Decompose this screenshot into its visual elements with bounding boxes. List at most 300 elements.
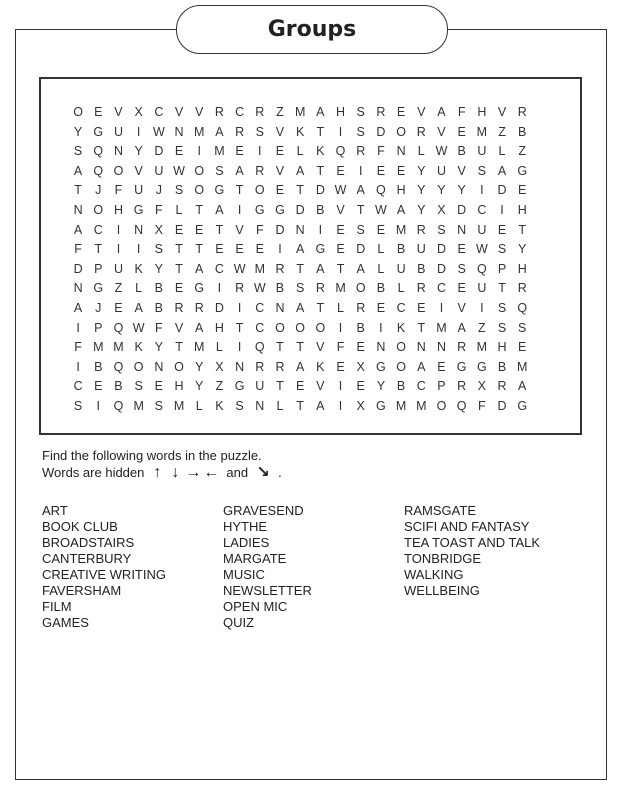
- grid-letter: C: [255, 300, 265, 315]
- grid-letter: B: [154, 281, 164, 296]
- grid-letter: P: [94, 261, 103, 276]
- grid-letter: S: [215, 163, 224, 178]
- grid-letter: C: [154, 105, 164, 119]
- grid-letter: V: [417, 105, 426, 119]
- word-list-item: GAMES: [42, 615, 89, 630]
- grid-letter: W: [233, 261, 246, 276]
- grid-letter: L: [377, 261, 385, 276]
- grid-letter: G: [214, 183, 225, 198]
- grid-letter: N: [295, 222, 305, 237]
- grid-row: [68, 358, 532, 378]
- grid-letter: Q: [335, 144, 346, 159]
- instructions-line-2: [42, 464, 282, 481]
- grid-letter: E: [437, 359, 446, 374]
- grid-letter: K: [316, 359, 325, 374]
- grid-letter: E: [235, 242, 244, 257]
- instructions-prefix: Words are hidden: [42, 465, 145, 480]
- grid-letter: I: [480, 183, 484, 198]
- grid-letter: E: [275, 183, 285, 198]
- grid-letter: A: [195, 261, 204, 276]
- grid-letter: R: [517, 281, 527, 296]
- grid-letter: T: [276, 340, 284, 355]
- grid-letter: M: [436, 320, 447, 335]
- grid-row: [68, 240, 532, 260]
- grid-letter: F: [377, 144, 385, 159]
- grid-letter: D: [315, 183, 325, 198]
- grid-letter: N: [376, 340, 386, 355]
- grid-letter: V: [134, 163, 143, 178]
- grid-letter: S: [235, 398, 244, 413]
- grid-letter: T: [215, 222, 224, 237]
- grid-letter: T: [498, 281, 506, 296]
- grid-letter: H: [477, 105, 487, 119]
- grid-letter: H: [396, 183, 406, 198]
- grid-letter: M: [214, 144, 225, 159]
- grid-letter: R: [416, 124, 426, 139]
- grid-row: [68, 123, 532, 143]
- grid-letter: H: [517, 202, 527, 217]
- arrow-down-icon: ↓: [171, 463, 180, 481]
- grid-letter: A: [396, 202, 406, 217]
- grid-letter: J: [95, 183, 102, 198]
- grid-letter: O: [133, 359, 144, 374]
- grid-letter: N: [73, 202, 83, 217]
- grid-letter: E: [396, 163, 406, 178]
- grid-letter: B: [275, 281, 285, 296]
- grid-letter: R: [255, 359, 265, 374]
- arrow-left-icon: ←: [203, 463, 220, 481]
- grid-letter: E: [275, 144, 285, 159]
- grid-letter: D: [436, 242, 446, 257]
- grid-letter: H: [336, 105, 346, 119]
- grid-letter: E: [417, 300, 426, 315]
- grid-letter: R: [255, 105, 265, 119]
- grid-letter: A: [356, 261, 365, 276]
- grid-letter: Q: [113, 320, 124, 335]
- grid-letter: T: [316, 300, 325, 315]
- grid-letter: U: [477, 281, 487, 296]
- grid-letter: U: [416, 242, 426, 257]
- grid-letter: X: [477, 379, 487, 394]
- instructions: [42, 447, 282, 481]
- word-list-item: HYTHE: [223, 519, 268, 534]
- grid-letter: S: [73, 144, 83, 159]
- grid-letter: I: [480, 300, 484, 315]
- grid-letter: O: [93, 202, 104, 217]
- grid-letter: A: [73, 222, 83, 237]
- grid-letter: T: [356, 202, 365, 217]
- grid-letter: V: [457, 300, 466, 315]
- grid-letter: I: [116, 222, 121, 237]
- grid-letter: C: [73, 379, 83, 394]
- grid-letter: E: [174, 222, 184, 237]
- grid-letter: L: [215, 340, 223, 355]
- grid-letter: L: [377, 242, 385, 257]
- instructions-end: .: [278, 465, 282, 480]
- grid-letter: V: [457, 163, 466, 178]
- grid-letter: Z: [276, 105, 284, 119]
- grid-letter: A: [134, 300, 143, 315]
- grid-letter: A: [437, 105, 446, 119]
- grid-letter: F: [478, 398, 486, 413]
- grid-letter: B: [154, 300, 164, 315]
- grid-letter: R: [214, 105, 224, 119]
- grid-letter: G: [93, 124, 104, 139]
- grid-letter: G: [93, 281, 104, 296]
- grid-letter: U: [154, 163, 164, 178]
- grid-letter: B: [316, 202, 325, 217]
- word-list-item: FILM: [42, 599, 72, 614]
- word-list-item: WALKING: [404, 567, 464, 582]
- grid-letter: G: [376, 398, 386, 413]
- grid-letter: T: [518, 222, 527, 237]
- grid-letter: W: [173, 163, 185, 178]
- grid-letter: T: [276, 379, 284, 394]
- grid-letter: I: [136, 124, 141, 139]
- puzzle-grid-box: [39, 77, 582, 435]
- grid-letter: Y: [154, 340, 164, 355]
- grid-letter: S: [154, 398, 164, 413]
- grid-letter: X: [215, 359, 224, 374]
- grid-letter: Y: [376, 379, 386, 394]
- grid-letter: R: [356, 300, 366, 315]
- grid-letter: Y: [195, 359, 204, 374]
- grid-letter: N: [457, 222, 467, 237]
- grid-letter: K: [396, 320, 406, 335]
- grid-letter: D: [73, 261, 83, 276]
- grid-letter: E: [174, 281, 184, 296]
- grid-letter: E: [174, 144, 184, 159]
- grid-letter: E: [336, 222, 345, 237]
- grid-letter: N: [235, 359, 245, 374]
- grid-letter: T: [94, 242, 103, 257]
- grid-letter: K: [316, 144, 325, 159]
- title-tab: [176, 5, 448, 54]
- grid-letter: S: [497, 242, 507, 257]
- word-list-item: QUIZ: [223, 615, 255, 630]
- grid-letter: L: [175, 202, 183, 217]
- grid-letter: M: [517, 359, 528, 374]
- grid-letter: A: [73, 163, 83, 178]
- grid-letter: I: [278, 242, 282, 257]
- grid-letter: R: [315, 281, 325, 296]
- grid-letter: E: [336, 163, 345, 178]
- grid-letter: U: [396, 261, 406, 276]
- grid-letter: I: [217, 281, 222, 296]
- grid-letter: W: [435, 144, 448, 159]
- grid-letter: P: [497, 261, 507, 276]
- grid-letter: I: [197, 144, 201, 159]
- grid-letter: H: [517, 261, 527, 276]
- word-list-item: LADIES: [223, 535, 270, 550]
- grid-letter: U: [134, 183, 144, 198]
- word-list-column-3: [404, 503, 540, 599]
- grid-letter: Q: [93, 163, 104, 178]
- grid-letter: Y: [417, 202, 426, 217]
- grid-letter: V: [235, 222, 244, 237]
- grid-letter: U: [477, 144, 487, 159]
- grid-letter: C: [255, 320, 265, 335]
- grid-letter: E: [376, 163, 386, 178]
- grid-letter: N: [113, 144, 123, 159]
- grid-row: [68, 201, 532, 221]
- grid-row: [68, 142, 532, 162]
- grid-letter: L: [417, 144, 425, 159]
- grid-letter: X: [154, 222, 164, 237]
- grid-letter: E: [295, 379, 305, 394]
- grid-letter: E: [336, 359, 345, 374]
- grid-letter: Y: [417, 163, 426, 178]
- grid-letter: F: [457, 105, 466, 119]
- word-list-item: CREATIVE WRITING: [42, 567, 166, 582]
- grid-letter: O: [436, 398, 447, 413]
- grid-letter: E: [356, 379, 365, 394]
- grid-letter: D: [214, 300, 224, 315]
- grid-letter: V: [437, 124, 446, 139]
- grid-letter: L: [195, 398, 203, 413]
- grid-letter: M: [294, 105, 306, 119]
- grid-letter: T: [195, 242, 204, 257]
- grid-letter: R: [416, 281, 426, 296]
- grid-letter: R: [235, 281, 245, 296]
- grid-letter: E: [457, 281, 466, 296]
- grid-letter: N: [154, 359, 164, 374]
- grid-letter: N: [275, 300, 285, 315]
- grid-row: [68, 319, 532, 339]
- grid-letter: A: [215, 202, 224, 217]
- word-list-item: FAVERSHAM: [42, 583, 122, 598]
- word-list-item: MARGATE: [223, 551, 287, 566]
- grid-letter: T: [74, 183, 82, 198]
- grid-letter: T: [296, 183, 304, 198]
- grid-letter: T: [195, 202, 204, 217]
- grid-letter: E: [376, 222, 386, 237]
- grid-letter: F: [74, 340, 82, 355]
- grid-letter: I: [237, 300, 242, 315]
- grid-letter: S: [134, 379, 143, 394]
- page-title: Groups: [267, 17, 357, 42]
- grid-letter: M: [194, 340, 205, 355]
- grid-letter: I: [136, 242, 141, 257]
- grid-letter: X: [437, 202, 446, 217]
- grid-letter: V: [336, 202, 345, 217]
- grid-letter: W: [152, 124, 165, 139]
- grid-letter: L: [498, 144, 506, 159]
- word-list-column-1: [42, 503, 166, 631]
- grid-letter: K: [215, 398, 224, 413]
- grid-letter: N: [134, 222, 144, 237]
- grid-letter: A: [295, 163, 305, 178]
- grid-letter: S: [356, 124, 365, 139]
- grid-letter: A: [73, 300, 83, 315]
- word-list-item: GRAVESEND: [223, 503, 304, 518]
- grid-letter: C: [214, 261, 224, 276]
- grid-letter: O: [295, 320, 306, 335]
- grid-letter: O: [194, 183, 205, 198]
- grid-letter: E: [518, 340, 527, 355]
- grid-letter: M: [476, 124, 488, 139]
- grid-letter: Y: [437, 183, 446, 198]
- grid-letter: T: [175, 340, 183, 355]
- grid-letter: S: [477, 163, 487, 178]
- grid-letter: A: [356, 183, 365, 198]
- grid-letter: D: [356, 242, 366, 257]
- grid-letter: C: [235, 105, 245, 119]
- grid-letter: B: [417, 261, 426, 276]
- grid-letter: V: [275, 124, 285, 139]
- grid-letter: M: [395, 398, 407, 413]
- grid-letter: B: [457, 144, 466, 159]
- word-list-item: BOOK CLUB: [42, 519, 118, 534]
- grid-letter: D: [457, 202, 467, 217]
- grid-letter: U: [113, 261, 123, 276]
- grid-letter: L: [276, 398, 284, 413]
- arrow-right-icon: →: [185, 463, 202, 481]
- grid-letter: A: [316, 261, 325, 276]
- grid-letter: T: [235, 183, 244, 198]
- grid-letter: D: [275, 222, 285, 237]
- grid-letter: G: [234, 379, 245, 394]
- grid-letter: N: [73, 281, 83, 296]
- grid-letter: E: [376, 300, 386, 315]
- grid-letter: D: [154, 144, 164, 159]
- grid-letter: I: [318, 222, 323, 237]
- grid-letter: S: [356, 222, 365, 237]
- word-list-item: NEWSLETTER: [223, 583, 312, 598]
- grid-letter: Y: [417, 183, 426, 198]
- grid-letter: I: [500, 202, 504, 217]
- grid-letter: A: [195, 320, 204, 335]
- grid-letter: C: [436, 281, 446, 296]
- grid-letter: G: [194, 281, 205, 296]
- grid-letter: W: [375, 202, 387, 217]
- word-list-item: RAMSGATE: [404, 503, 476, 518]
- grid-letter: N: [174, 124, 184, 139]
- grid-letter: T: [296, 340, 304, 355]
- grid-letter: O: [396, 124, 406, 139]
- grid-row: [68, 260, 532, 280]
- grid-letter: S: [73, 398, 83, 413]
- grid-letter: A: [215, 124, 224, 139]
- word-list-item: TONBRIDGE: [404, 551, 482, 566]
- grid-letter: Y: [73, 124, 83, 139]
- grid-letter: V: [174, 320, 184, 335]
- grid-row: [68, 338, 532, 358]
- grid-letter: I: [76, 359, 80, 374]
- grid-letter: T: [175, 242, 183, 257]
- grid-letter: O: [396, 340, 406, 355]
- grid-letter: E: [215, 242, 224, 257]
- grid-letter: E: [396, 105, 406, 119]
- grid-letter: M: [93, 340, 104, 355]
- grid-letter: F: [255, 222, 264, 237]
- grid-letter: O: [113, 163, 124, 178]
- grid-letter: I: [258, 144, 262, 159]
- grid-letter: B: [94, 359, 103, 374]
- grid-letter: V: [275, 163, 285, 178]
- and-text: and: [226, 465, 249, 480]
- grid-letter: E: [497, 222, 507, 237]
- grid-letter: W: [475, 242, 488, 257]
- grid-letter: S: [255, 124, 264, 139]
- grid-letter: S: [356, 105, 365, 119]
- arrow-down-right-icon: ↘: [256, 463, 270, 481]
- grid-letter: D: [497, 398, 507, 413]
- word-list-item: WELLBEING: [404, 583, 480, 598]
- grid-letter: F: [336, 340, 345, 355]
- grid-letter: S: [154, 242, 164, 257]
- grid-letter: G: [254, 202, 265, 217]
- grid-letter: B: [356, 320, 365, 335]
- grid-letter: A: [457, 320, 466, 335]
- grid-row: [68, 103, 532, 123]
- grid-letter: E: [195, 222, 204, 237]
- letter-grid: [68, 103, 532, 417]
- grid-letter: E: [154, 379, 164, 394]
- grid-letter: I: [338, 379, 343, 394]
- grid-letter: A: [295, 359, 305, 374]
- grid-letter: U: [477, 222, 487, 237]
- grid-letter: T: [175, 261, 183, 276]
- grid-letter: N: [396, 144, 406, 159]
- grid-letter: R: [376, 105, 386, 119]
- grid-letter: E: [518, 183, 527, 198]
- grid-letter: I: [338, 124, 343, 139]
- grid-row: [68, 162, 532, 182]
- grid-letter: Y: [154, 261, 164, 276]
- word-list-column-2: [223, 503, 312, 631]
- grid-letter: M: [173, 398, 185, 413]
- grid-letter: R: [497, 379, 507, 394]
- grid-letter: G: [456, 359, 467, 374]
- grid-letter: I: [237, 202, 242, 217]
- grid-letter: F: [114, 183, 123, 198]
- grid-letter: F: [155, 320, 163, 335]
- grid-letter: I: [116, 242, 121, 257]
- grid-letter: H: [214, 320, 224, 335]
- grid-letter: R: [356, 144, 366, 159]
- grid-letter: T: [316, 163, 325, 178]
- word-list-item: CANTERBURY: [42, 551, 132, 566]
- grid-letter: G: [517, 163, 528, 178]
- grid-letter: N: [255, 398, 265, 413]
- grid-letter: W: [253, 281, 266, 296]
- grid-letter: O: [315, 320, 326, 335]
- grid-letter: B: [518, 124, 527, 139]
- grid-letter: Q: [113, 398, 124, 413]
- grid-row: [68, 279, 532, 299]
- grid-letter: M: [133, 398, 144, 413]
- grid-letter: R: [275, 261, 285, 276]
- word-list-item: TEA TOAST AND TALK: [404, 535, 541, 550]
- grid-letter: S: [518, 320, 527, 335]
- grid-letter: I: [439, 300, 444, 315]
- grid-letter: Q: [93, 144, 104, 159]
- grid-letter: M: [395, 222, 407, 237]
- grid-letter: I: [96, 398, 101, 413]
- grid-letter: J: [95, 300, 102, 315]
- grid-letter: O: [194, 163, 205, 178]
- grid-letter: Q: [476, 261, 487, 276]
- grid-letter: Q: [517, 300, 528, 315]
- grid-letter: Q: [254, 340, 265, 355]
- grid-letter: Y: [195, 379, 204, 394]
- grid-row: [68, 299, 532, 319]
- grid-letter: E: [356, 340, 365, 355]
- grid-letter: R: [457, 379, 467, 394]
- grid-letter: H: [113, 202, 123, 217]
- grid-letter: L: [337, 300, 344, 315]
